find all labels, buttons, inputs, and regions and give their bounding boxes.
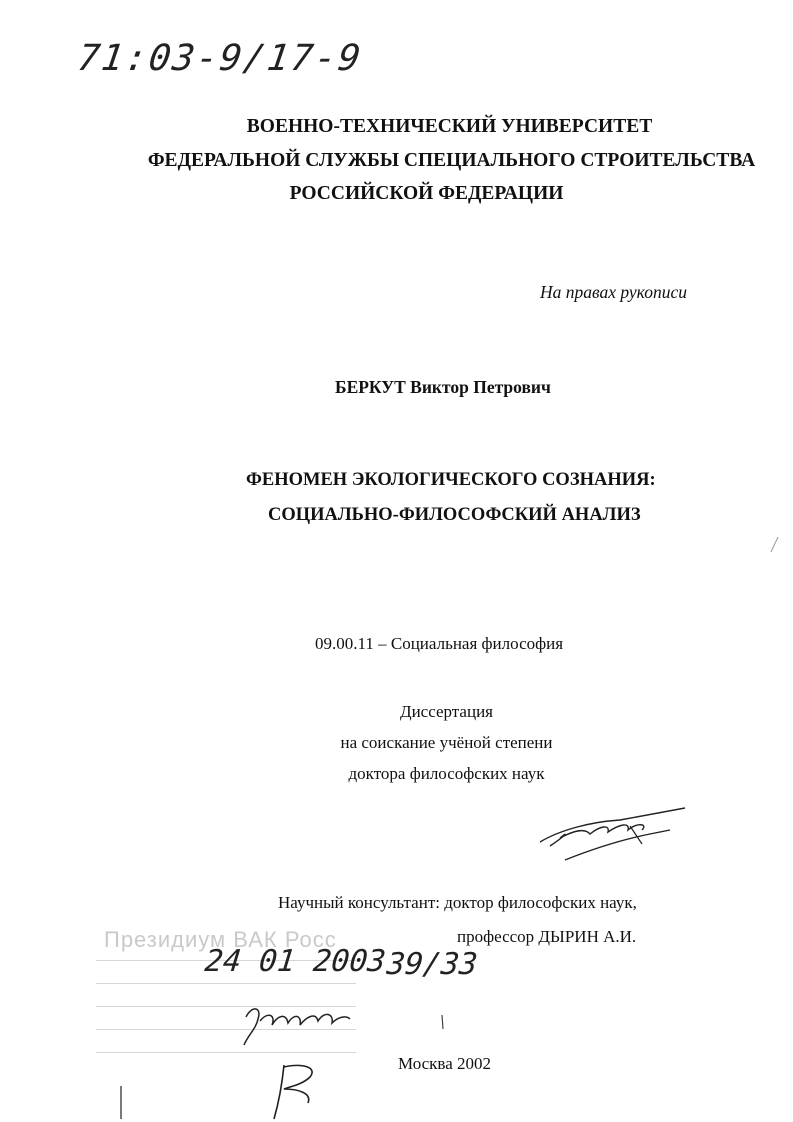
degree-field: доктора философских наук <box>348 764 545 783</box>
stamp-registration-number: 39/33 <box>385 947 480 982</box>
dissertation-title-line-1: ФЕНОМЕН ЭКОЛОГИЧЕСКОГО СОЗНАНИЯ: <box>246 470 656 490</box>
city-year: Москва 2002 <box>398 1054 492 1073</box>
handwritten-signature <box>238 995 358 1055</box>
author-signature <box>530 800 690 870</box>
archive-code: 71:03-9/17-9 <box>75 38 365 79</box>
university-line-1: ВОЕННО-ТЕХНИЧЕСКИЙ УНИВЕРСИТЕТ <box>246 116 653 137</box>
university-line-3: РОССИЙСКОЙ ФЕДЕРАЦИИ <box>289 183 564 204</box>
stray-mark <box>768 536 780 554</box>
tick-mark <box>438 1014 446 1032</box>
dissertation-title-line-2: СОЦИАЛЬНО-ФИЛОСОФСКИЙ АНАЛИЗ <box>268 505 641 525</box>
degree-line: на соискание учёной степени <box>340 733 553 752</box>
consultant-line-2: профессор ДЫРИН А.И. <box>457 927 637 946</box>
stamp-date: 24 01 2003 <box>203 944 388 979</box>
faded-stamp-text: Президиум ВАК Росс <box>104 927 337 952</box>
consultant-line-1: Научный консультант: доктор философских наук, <box>278 893 637 912</box>
author-name: БЕРКУТ Виктор Петрович <box>335 377 551 397</box>
specialty-code: 09.00.11 – Социальная философия <box>315 634 564 653</box>
margin-mark <box>118 1085 124 1122</box>
dissertation-type: Диссертация <box>399 702 493 721</box>
initial-signature <box>262 1055 332 1122</box>
manuscript-rights: На правах рукописи <box>540 282 687 302</box>
university-line-2: ФЕДЕРАЛЬНОЙ СЛУЖБЫ СПЕЦИАЛЬНОГО СТРОИТЕЛЬСТВА <box>147 150 756 171</box>
